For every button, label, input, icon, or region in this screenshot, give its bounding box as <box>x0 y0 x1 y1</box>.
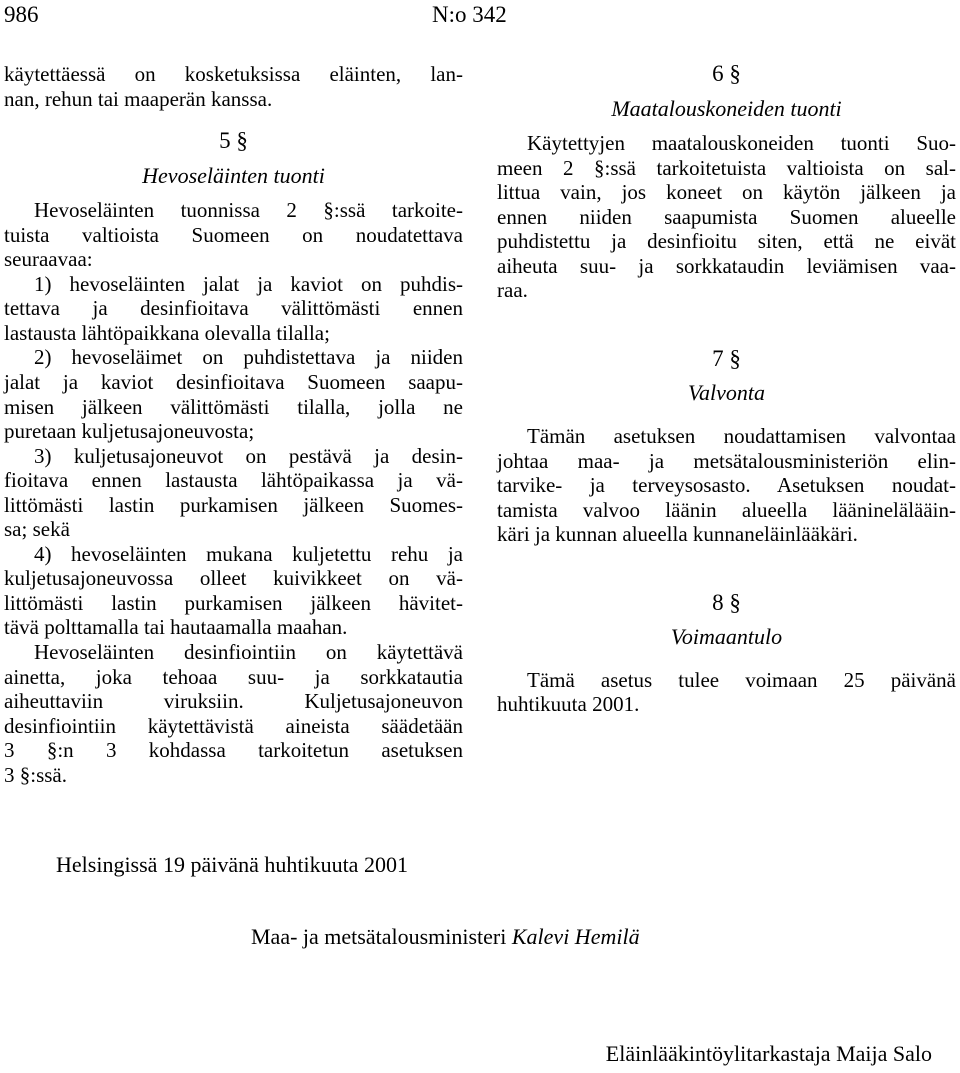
text-line: johtaa maa- ja metsätalousministeriön elin- <box>497 448 956 473</box>
section-title: Maatalouskoneiden tuonti <box>611 95 842 121</box>
text-line: littua vain, jos koneet on käytön jälkeen ja <box>497 180 956 205</box>
text-line: ennen niiden saapumista Suomen alueelle <box>497 204 956 229</box>
text-line: käytettäessä on kosketuksissa eläinten, lan- <box>4 62 463 86</box>
section-title: Hevoseläinten tuonti <box>142 162 325 188</box>
signature-inspector: Eläinlääkintöylitarkastaja Maija Salo <box>605 1041 932 1066</box>
text-line: huhtikuuta 2001. <box>497 692 640 717</box>
text-line: puretaan kuljetusajoneuvosta; <box>4 419 255 444</box>
section-number: 7 § <box>712 345 741 371</box>
text-line: jalat ja kaviot desinfioitava Suomeen saapu- <box>4 370 463 395</box>
text-line: tarvike- ja terveysosasto. Asetuksen noudat- <box>497 473 956 498</box>
section-title: Voimaantulo <box>670 624 783 650</box>
section-number: 6 § <box>712 61 741 86</box>
text-line: desinfiointiin käytettävistä aineista säädetään <box>4 713 463 738</box>
text-line: aiheuta suu- ja sorkkataudin leviämisen vaa- <box>497 253 956 278</box>
text-line: littömästi lastin purkamisen jälkeen Suomes- <box>4 492 463 517</box>
text-line: ainetta, joka tehoaa suu- ja sorkkatautia <box>4 664 463 689</box>
text-line: Hevoseläinten desinfiointiin on käytettävä <box>34 640 463 665</box>
text-line: sa; sekä <box>4 517 70 542</box>
text-line: tettava ja desinfioitava välittömästi ennen <box>4 296 463 321</box>
text-line: 4) hevoseläinten mukana kuljetettu rehu ja <box>34 541 463 566</box>
section-number: 5 § <box>219 128 248 154</box>
text-line: tävä polttamalla tai hautaamalla maahan. <box>4 615 348 640</box>
text-line: tamista valvoo läänin alueella lääninelälääin- <box>497 497 956 522</box>
text-line: Hevoseläinten tuonnissa 2 §:ssä tarkoite- <box>34 198 463 223</box>
minister-name: Kalevi Hemilä <box>511 924 640 949</box>
text-line: misen jälkeen välittömästi tilalla, jolla ne <box>4 394 463 419</box>
text-line: tuista valtioista Suomeen on noudatettava <box>4 222 463 247</box>
right-column <box>497 62 956 717</box>
text-line: aiheuttaviin viruksiin. Kuljetusajoneuvon <box>4 689 463 714</box>
text-line: kuljetusajoneuvossa olleet kuivikkeet on vä- <box>4 566 463 591</box>
text-line: Tämän asetuksen noudattamisen valvontaa <box>527 424 956 449</box>
text-line: 1) hevoseläinten jalat ja kaviot on puhdis- <box>34 271 463 296</box>
section-number: 8 § <box>712 589 741 615</box>
text-line: puhdistettu ja desinfioitu siten, että ne eivät <box>497 229 956 254</box>
text-line: nan, rehun tai maaperän kanssa. <box>4 86 273 111</box>
issue-number: N:o 342 <box>432 2 507 27</box>
text-line: 3 §:ssä. <box>4 762 67 787</box>
text-line: 3) kuljetusajoneuvot on pestävä ja desin- <box>34 443 463 468</box>
text-line: käri ja kunnan alueella kunnaneläinlääkäri. <box>497 522 858 547</box>
text-line: 3 §:n 3 kohdassa tarkoitetun asetuksen <box>4 738 463 763</box>
text-line: meen 2 §:ssä tarkoitetuista valtioista on sal- <box>497 155 956 180</box>
page-number: 986 <box>4 2 39 27</box>
signature-place-date: Helsingissä 19 päivänä huhtikuuta 2001 <box>56 852 408 877</box>
text-line: raa. <box>497 278 528 303</box>
text-line: littömästi lastin purkamisen jälkeen hävitet- <box>4 590 463 615</box>
text-line: lastausta lähtöpaikkana olevalla tilalla; <box>4 320 330 345</box>
text-line: seuraavaa: <box>4 247 93 272</box>
minister-title: Maa- ja metsätalousministeri <box>251 924 507 949</box>
text-line: fioitava ennen lastausta lähtöpaikassa ja vä- <box>4 468 463 493</box>
text-line: Tämä asetus tulee voimaan 25 päivänä <box>527 667 956 692</box>
text-line: Käytettyjen maatalouskoneiden tuonti Suo- <box>527 131 956 156</box>
left-column <box>4 62 463 787</box>
text-line: 2) hevoseläimet on puhdistettava ja niiden <box>34 345 463 370</box>
signature-minister <box>251 924 640 950</box>
section-title: Valvonta <box>688 380 765 406</box>
